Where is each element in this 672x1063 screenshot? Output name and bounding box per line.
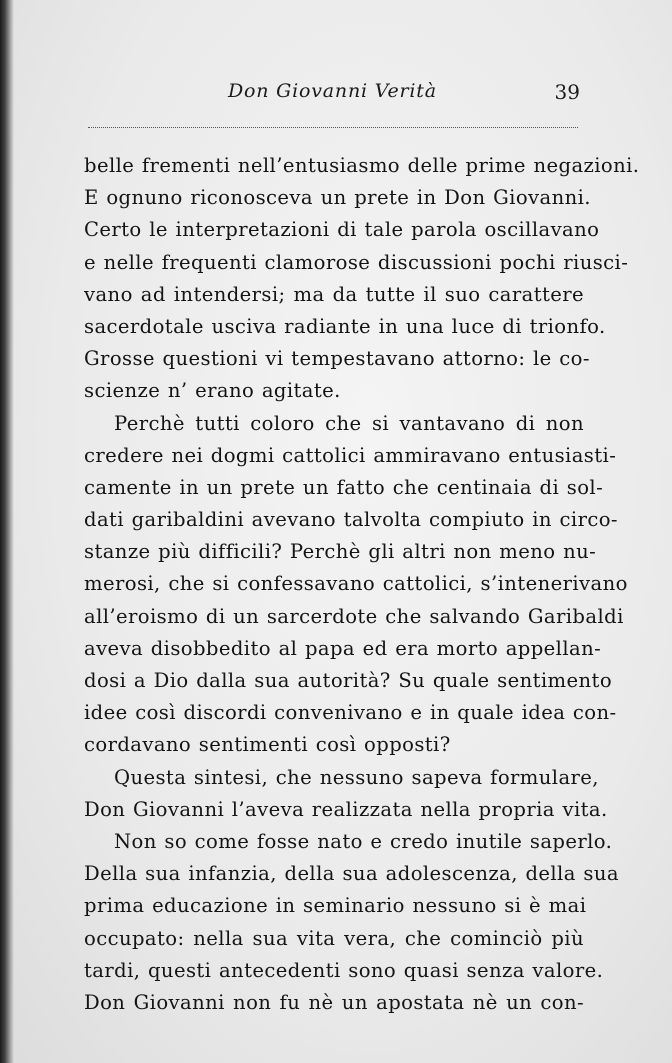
body-text: [84, 150, 640, 1019]
text-line: Non so come fosse nato e credo inutile saperlo.: [114, 829, 613, 853]
text-line: e nelle frequenti clamorose discussioni pochi riusci-: [84, 250, 629, 274]
text-line: vano ad intendersi; ma da tutte il suo carattere: [84, 282, 584, 306]
text-line: occupato: nella sua vita vera, che cominciò più: [84, 926, 584, 950]
text-line: belle frementi nell’entusiasmo delle prime negazioni.: [84, 154, 640, 177]
text-line: dati garibaldini avevano talvolta compiuto in circo-: [84, 508, 618, 532]
text-line: dosi a Dio dalla sua autorità? Su quale sentimento: [84, 669, 613, 692]
text-line: camente in un prete un fatto che centinaia di sol-: [84, 475, 604, 499]
text-line: credere nei dogmi cattolici ammiravano entusiasti-: [84, 443, 617, 467]
text-line: stanze più difficili? Perchè gli altri non meno nu-: [84, 540, 597, 564]
text-line: tardi, questi antecedenti sono quasi senza valore.: [84, 958, 604, 982]
text-line: cordavano sentimenti così opposti?: [84, 733, 451, 757]
page-number: 39: [554, 80, 580, 104]
header-rule: [88, 127, 578, 128]
text-line: Della sua infanzia, della sua adolescenza, della sua: [84, 862, 619, 886]
text-line: Perchè tutti coloro che si vantavano di non: [114, 411, 584, 435]
text-line: all’eroismo di un sarcerdote che salvando Garibaldi: [84, 604, 624, 628]
text-line: Certo le interpretazioni di tale parola oscillavano: [84, 218, 600, 242]
text-line: sacerdotale usciva radiante in una luce di trionfo.: [84, 314, 606, 338]
text-line: Grosse questioni vi tempestavano attorno: le co-: [84, 347, 590, 371]
text-line: Questa sintesi, che nessuno sapeva formulare,: [114, 765, 599, 789]
text-line: Don Giovanni l’aveva realizzata nella propria vita.: [84, 797, 608, 821]
page-header: [88, 80, 580, 114]
text-line: prima educazione in seminario nessuno si è mai: [84, 894, 587, 918]
running-title: Don Giovanni Verità: [228, 80, 437, 102]
binding-edge: [0, 0, 14, 1063]
text-line: scienze n’ erano agitate.: [84, 379, 341, 403]
text-line: merosi, che si confessavano cattolici, s’intenerivano: [84, 572, 628, 596]
text-line: Don Giovanni non fu nè un apostata nè un con-: [84, 990, 584, 1014]
text-line: idee così discordi convenivano e in quale idea con-: [84, 701, 617, 725]
text-line: E ognuno riconosceva un prete in Don Giovanni.: [84, 186, 591, 210]
text-line: aveva disobbedito al papa ed era morto appellan-: [84, 636, 602, 660]
